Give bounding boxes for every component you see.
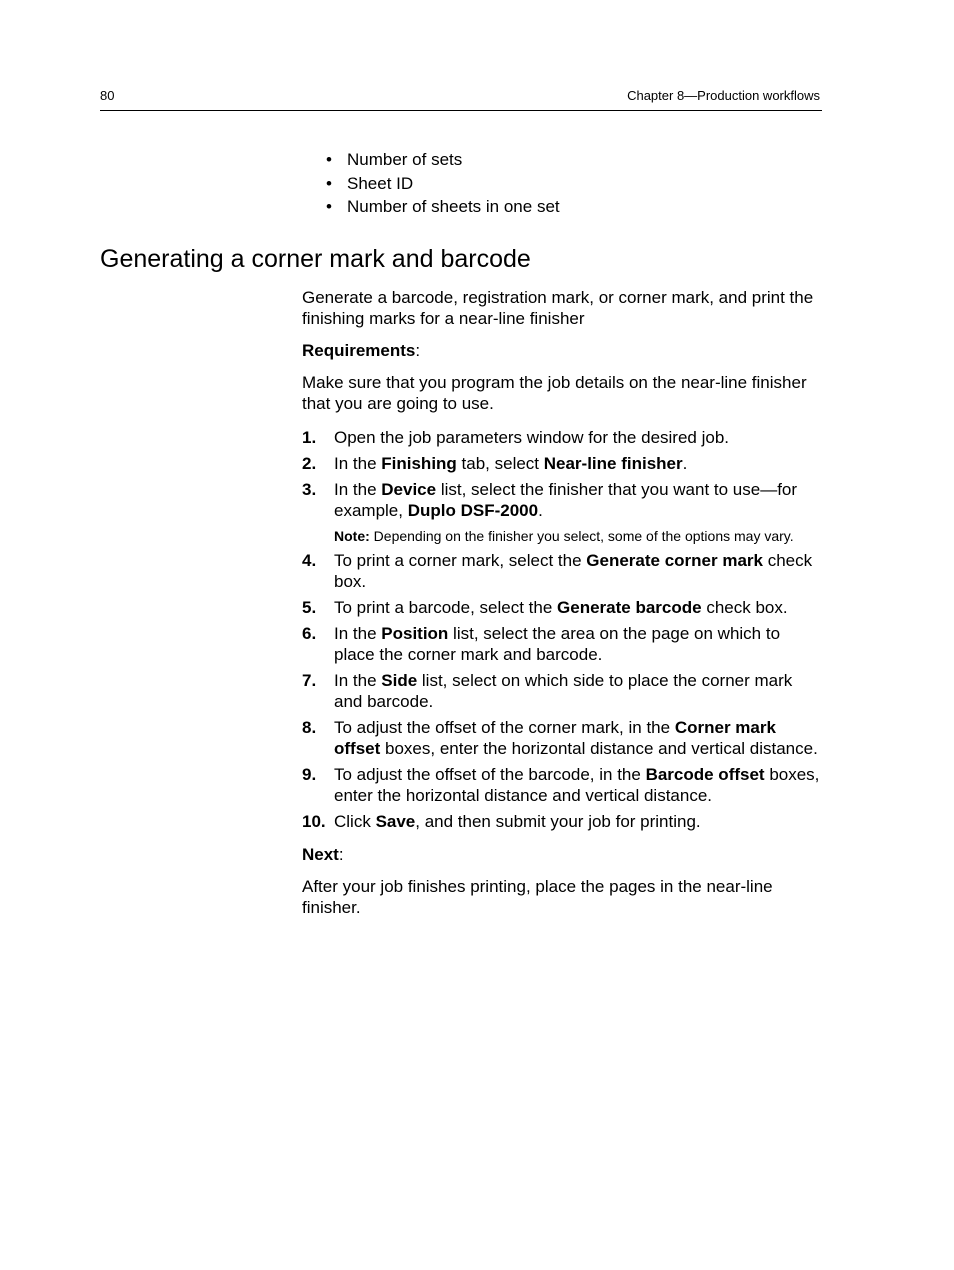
list-item: • Number of sets (326, 148, 560, 172)
page-header (100, 88, 822, 111)
step-number: 6. (302, 624, 317, 643)
step-text: To print a corner mark, select the Generate corner mark check box. (334, 551, 813, 591)
intro-paragraph: Generate a barcode, registration mark, or corner mark, and print the finishing marks for a near-line finisher (302, 288, 814, 328)
step-item (302, 764, 824, 806)
section-title: Generating a corner mark and barcode (100, 245, 531, 273)
step-item (302, 427, 824, 448)
next-heading: Next: (302, 845, 344, 864)
bullet-list (326, 148, 560, 219)
step-text: Click Save, and then submit your job for printing. (334, 812, 701, 831)
step-text: In the Side list, select on which side to place the corner mark and barcode. (334, 671, 793, 711)
step-item (302, 811, 824, 832)
chapter-title: Chapter 8—Production workflows (627, 88, 820, 103)
step-number: 7. (302, 671, 317, 690)
step-number: 5. (302, 598, 317, 617)
list-item: • Sheet ID (326, 172, 560, 196)
step-text: In the Device list, select the finisher that you want to use—for example, Duplo DSF-2000. (334, 480, 798, 520)
step-text: To print a barcode, select the Generate barcode check box. (334, 598, 788, 617)
step-number: 2. (302, 454, 317, 473)
step-text: To adjust the offset of the barcode, in the Barcode offset boxes, enter the horizontal distance and vertical distance. (334, 765, 820, 805)
step-number: 10. (302, 812, 326, 831)
list-item: • Number of sheets in one set (326, 195, 560, 219)
requirements-text: Make sure that you program the job details on the near-line finisher that you are going to use. (302, 373, 807, 413)
section-body (302, 287, 824, 918)
bullet-icon: • (326, 173, 332, 193)
step-text: In the Finishing tab, select Near-line finisher. (334, 454, 688, 473)
step-number: 1. (302, 428, 317, 447)
step-item (302, 550, 824, 592)
step-number: 3. (302, 480, 317, 499)
step-item (302, 453, 824, 474)
step-item (302, 717, 824, 759)
step-text: To adjust the offset of the corner mark, in the Corner mark offset boxes, enter the horizontal distance and vertical distance. (334, 718, 818, 758)
bullet-icon: • (326, 197, 332, 216)
step-item (302, 597, 824, 618)
step-number: 8. (302, 718, 317, 737)
step-number: 9. (302, 765, 317, 784)
steps-list-continued (302, 550, 824, 832)
step-item (302, 479, 824, 521)
note (302, 527, 824, 545)
step-item (302, 623, 824, 665)
requirements-heading: Requirements: (302, 341, 421, 360)
step-text: In the Position list, select the area on the page on which to place the corner mark and barcode. (334, 624, 781, 664)
note-text: Depending on the finisher you select, some of the options may vary. (369, 528, 794, 544)
next-text: After your job finishes printing, place the pages in the near-line finisher. (302, 877, 773, 917)
step-number: 4. (302, 551, 317, 570)
note-label: Note: (334, 528, 370, 544)
bullet-icon: • (326, 150, 332, 169)
step-item (302, 670, 824, 712)
page-number: 80 (100, 88, 115, 103)
steps-list (302, 427, 824, 521)
step-text: Open the job parameters window for the desired job. (334, 428, 730, 447)
